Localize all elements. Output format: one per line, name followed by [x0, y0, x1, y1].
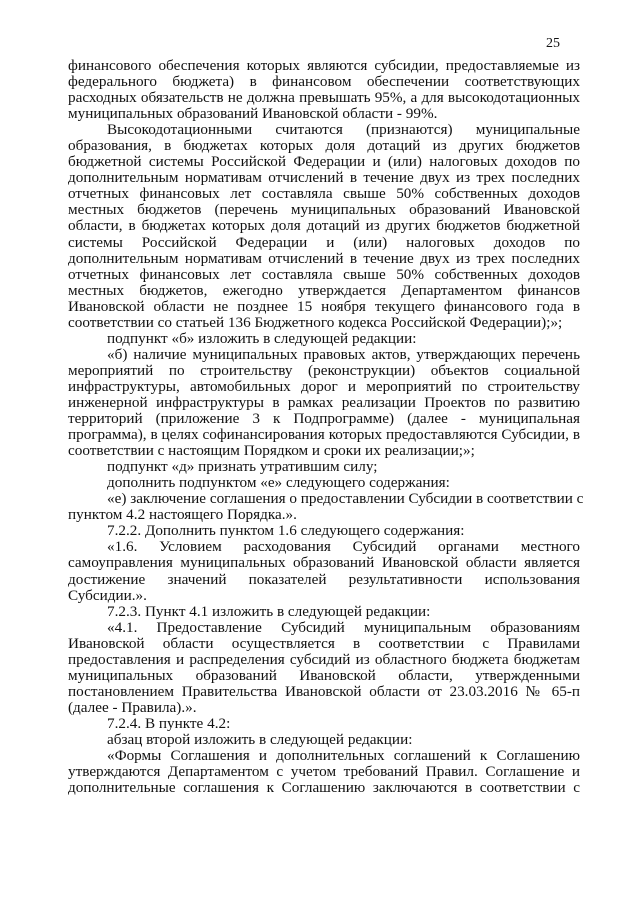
text-line: соответствии с настоящим Порядком и сроки их реализации;»;	[68, 442, 475, 460]
text-line: «б) наличие муниципальных правовых актов, утверждающих перечень	[107, 345, 580, 363]
paragraph	[68, 732, 580, 748]
paragraph	[68, 331, 580, 347]
text-line: подпункт «д» признать утратившим силу;	[107, 458, 378, 476]
text-line: Ивановской области не позднее 15 ноября текущего финансового года в	[68, 297, 580, 315]
text-line: «е) заключение соглашения о предоставлении Субсидии в соответствии с	[107, 490, 584, 508]
text-line: отчетных финансовых лет составляла свыше 50% собственных доходов	[68, 265, 580, 283]
text-line: «Формы Соглашения и дополнительных соглашений к Соглашению	[107, 747, 580, 765]
text-line: инфраструктуры, автомобильных дорог и мероприятий по строительству	[68, 377, 580, 395]
text-line: муниципальных образований Ивановской области, утвержденными	[68, 666, 580, 684]
text-line: системы Российской Федерации и (или) налоговых доходов по	[68, 233, 580, 251]
paragraph	[68, 523, 580, 539]
text-line: дополнительным нормативам отчислений в течение двух из трех последних	[68, 249, 580, 267]
text-line: территорий (приложение 3 к Подпрограмме) (далее - муниципальная	[68, 410, 580, 428]
paragraph	[68, 748, 580, 796]
text-line: дополнительные соглашения к Соглашению заключаются в соответствии с	[68, 779, 580, 797]
paragraph	[68, 475, 580, 491]
paragraph	[68, 58, 580, 122]
text-line: «1.6. Условием расходования Субсидий органами местного	[107, 538, 580, 556]
paragraph	[68, 604, 580, 620]
text-line: местных бюджетов (перечень муниципальных образований Ивановской	[68, 201, 580, 219]
text-line: области, в бюджетах которых доля дотаций из других бюджетов бюджетной	[68, 217, 580, 235]
paragraph	[68, 490, 584, 524]
paragraph	[68, 459, 580, 475]
text-line: «4.1. Предоставление Субсидий муниципальным образованиям	[107, 618, 580, 636]
text-line: финансового обеспечения которых являются субсидии, предоставляемые из	[68, 57, 580, 74]
text-line: (далее - Правила).».	[68, 698, 197, 716]
text-line: постановлением Правительства Ивановской области от 23.03.2016 № 65-п	[68, 682, 580, 700]
text-line: достижение значений показателей результативности использования	[68, 570, 580, 588]
document-body	[68, 57, 584, 797]
text-line: мероприятий по строительству (реконструкции) объектов социальной	[68, 361, 580, 379]
text-line: местных бюджетов, ежегодно утверждается Департаментом финансов	[68, 281, 580, 299]
text-line: 7.2.3. Пункт 4.1 изложить в следующей редакции:	[107, 602, 431, 620]
text-line: программа), в целях софинансирования которых предоставляются Субсидии, в	[68, 426, 580, 444]
text-line: 7.2.2. Дополнить пунктом 1.6 следующего содержания:	[107, 522, 465, 540]
text-line: подпункт «б» изложить в следующей редакции:	[107, 329, 417, 347]
text-line: инженерной инфраструктуры в рамках реализации Проектов по развитию	[68, 393, 580, 411]
text-line: дополнительным нормативам отчислений в течение двух из трех последних	[68, 169, 580, 187]
text-line: 7.2.4. В пункте 4.2:	[107, 714, 231, 732]
paragraph	[68, 539, 580, 603]
text-line: федерального бюджета) в финансовом обеспечении соответствующих	[68, 73, 580, 91]
paragraph	[68, 620, 580, 716]
paragraph	[68, 716, 580, 732]
paragraph	[68, 122, 580, 331]
text-line: Высокодотационными считаются (признаются) муниципальные	[107, 121, 580, 139]
page-number: 25	[546, 36, 560, 51]
text-line: утверждаются Департаментом с учетом требований Правил. Соглашение и	[68, 763, 580, 781]
text-line: предоставления и распределения субсидий из областного бюджета бюджетам	[68, 650, 580, 668]
text-line: Субсидии.».	[68, 586, 147, 604]
text-line: расходных обязательств не должна превышать 95%, а для высокодотационных	[68, 89, 580, 107]
paragraph	[68, 347, 580, 459]
text-line: соответствии со статьей 136 Бюджетного кодекса Российской Федерации);»;	[68, 313, 563, 331]
text-line: бюджетной системы Российской Федерации и (или) налоговых доходов по	[68, 153, 580, 171]
text-line: самоуправления муниципальных образований Ивановской области является	[68, 554, 580, 572]
text-line: Ивановской области осуществляется в соответствии с Правилами	[68, 634, 580, 652]
text-line: абзац второй изложить в следующей редакции:	[107, 730, 413, 748]
text-line: дополнить подпунктом «е» следующего содержания:	[107, 474, 450, 492]
text-line: муниципальных образований Ивановской области - 99%.	[68, 105, 438, 123]
text-line: образования, в бюджетах которых доля дотаций из других бюджетов	[68, 137, 580, 155]
text-line: пунктом 4.2 настоящего Порядка.».	[68, 506, 297, 524]
text-line: отчетных финансовых лет составляла свыше 50% собственных доходов	[68, 185, 580, 203]
